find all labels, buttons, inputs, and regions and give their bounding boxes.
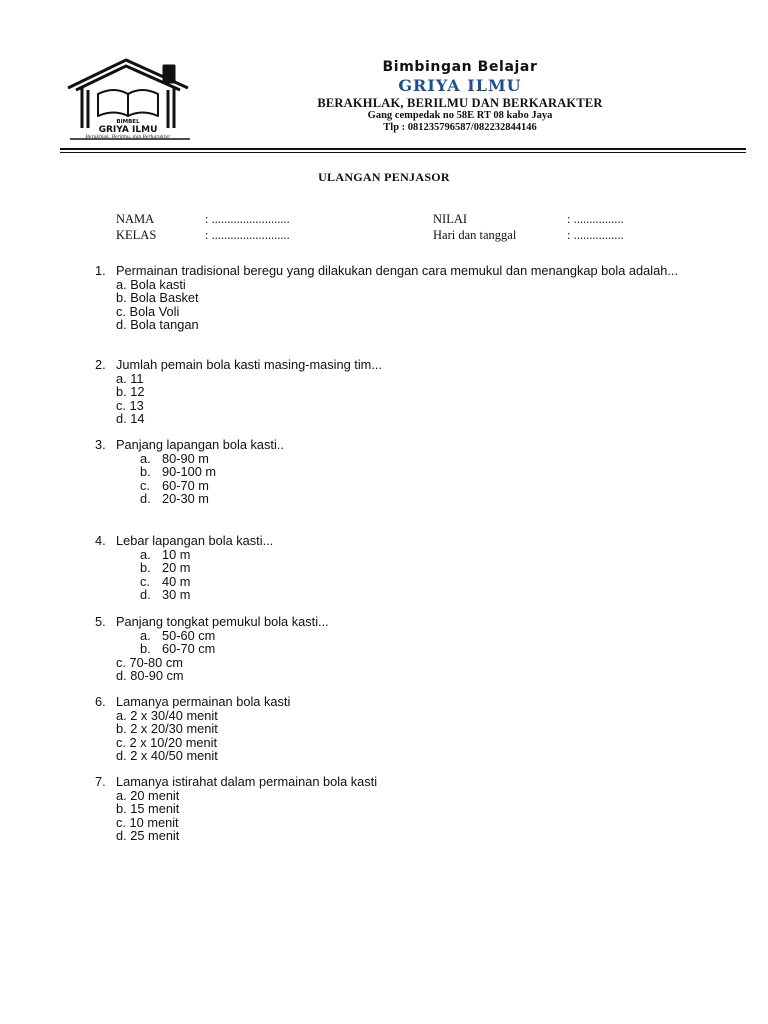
logo-motto-text: Berakhlak, Berilmu, dan Berkarakter [85, 135, 171, 140]
option-text: 60-70 m [162, 477, 209, 493]
option-b [140, 561, 735, 575]
option-letter: d. [116, 317, 127, 333]
question-stem: Lamanya permainan bola kasti [116, 694, 291, 709]
question-stem: Lebar lapangan bola kasti... [116, 533, 274, 548]
option-b [140, 642, 735, 656]
option-letter: c. [116, 654, 126, 670]
option-d [140, 492, 735, 506]
option-a [140, 548, 735, 562]
option-letter: d. [116, 411, 127, 427]
option-letter: a. [116, 787, 127, 803]
option-b [116, 802, 735, 816]
option-letter: a. [140, 450, 151, 466]
question-stem: Lamanya istirahat dalam permainan bola kasti [116, 774, 378, 789]
option-text: 90-100 m [162, 464, 217, 480]
option-letter: c. [116, 734, 126, 750]
option-text: 60-70 cm [162, 641, 216, 657]
question-number: 5. [95, 614, 106, 629]
option-c [140, 575, 735, 589]
option-text: 25 menit [130, 828, 180, 844]
field-value-nama: : ......................... [205, 212, 290, 226]
option-text: 11 [130, 370, 144, 386]
question-number: 1. [95, 263, 106, 278]
option-letter: b. [116, 384, 127, 400]
option-a [116, 372, 735, 386]
question-stem: Jumlah pemain bola kasti masing-masing tim... [116, 357, 382, 372]
option-b [140, 465, 735, 479]
question-4 [95, 534, 735, 602]
field-value-kelas: : ......................... [205, 228, 290, 242]
letterhead [260, 58, 660, 134]
option-text: 50-60 cm [162, 627, 216, 643]
option-text: Bola tangan [130, 317, 199, 333]
option-d [116, 412, 735, 426]
question-number: 6. [95, 694, 106, 709]
option-text: 2 x 20/30 menit [130, 721, 218, 737]
option-letter: b. [116, 721, 127, 737]
question-3 [95, 438, 735, 506]
option-letter: b. [140, 641, 151, 657]
option-c [140, 479, 735, 493]
letterhead-line-1: Bimbingan Belajar [382, 59, 538, 75]
option-text: 80-90 cm [130, 668, 184, 684]
question-number: 4. [95, 533, 106, 548]
option-text: 40 m [162, 573, 191, 589]
option-text: 80-90 m [162, 450, 209, 466]
option-letter: b. [140, 560, 151, 576]
option-text: 20-30 m [162, 491, 209, 507]
letterhead-institution: GRIYA ILMU [398, 76, 522, 95]
option-letter: b. [116, 801, 127, 817]
option-a [140, 629, 735, 643]
field-label-nilai: NILAI [433, 212, 468, 226]
option-text: 13 [129, 397, 144, 413]
question-7 [95, 775, 735, 843]
option-d [116, 749, 735, 763]
school-logo [64, 56, 196, 148]
option-c [116, 305, 735, 319]
option-text: 15 menit [130, 801, 180, 817]
option-a [116, 278, 735, 292]
header-divider [60, 148, 746, 150]
option-text: 30 m [162, 587, 191, 603]
option-a [116, 789, 735, 803]
option-c [116, 816, 735, 830]
option-text: 20 menit [130, 787, 180, 803]
option-text: 2 x 10/20 menit [129, 734, 218, 750]
option-d [116, 829, 735, 843]
option-b [116, 385, 735, 399]
question-stem: Panjang lapangan bola kasti.. [116, 437, 284, 452]
option-text: 2 x 30/40 menit [130, 707, 218, 723]
option-text: 2 x 40/50 menit [130, 748, 218, 764]
option-d [116, 318, 735, 332]
option-letter: a. [116, 707, 127, 723]
option-text: Bola Basket [130, 290, 199, 306]
option-letter: d. [116, 748, 127, 764]
option-letter: a. [116, 276, 127, 292]
question-6 [95, 695, 735, 763]
question-5 [95, 615, 735, 683]
option-text: Bola Voli [129, 303, 180, 319]
option-b [116, 722, 735, 736]
option-c [116, 656, 735, 670]
option-letter: c. [140, 573, 150, 589]
option-text: 10 m [162, 546, 191, 562]
logo-name-text: GRIYA ILMU [98, 125, 158, 135]
question-number: 2. [95, 357, 106, 372]
logo-top-text: BIMBEL [116, 119, 140, 125]
option-text: 70-80 cm [129, 654, 183, 670]
option-c [116, 399, 735, 413]
option-b [116, 291, 735, 305]
option-letter: d. [116, 828, 127, 844]
option-letter: c. [116, 397, 126, 413]
option-letter: b. [116, 290, 127, 306]
option-d [140, 588, 735, 602]
option-a [116, 709, 735, 723]
letterhead-motto: BERAKHLAK, BERILMU DAN BERKARAKTER [317, 96, 603, 110]
letterhead-address: Gang cempedak no 58E RT 08 kabo Jaya [367, 110, 553, 121]
question-2 [95, 358, 735, 426]
option-a [140, 452, 735, 466]
field-value-hari-tanggal: : ................ [567, 228, 624, 242]
field-label-kelas: KELAS [116, 228, 157, 242]
field-label-hari-tanggal: Hari dan tanggal [433, 228, 517, 242]
option-letter: d. [116, 668, 127, 684]
option-text: 10 menit [129, 814, 179, 830]
question-number: 7. [95, 774, 106, 789]
option-text: 12 [130, 384, 145, 400]
letterhead-phone: Tlp : 081235796587/082232844146 [383, 122, 537, 133]
field-label-nama: NAMA [116, 212, 155, 226]
header-divider-thin [60, 152, 746, 153]
option-letter: d. [140, 491, 151, 507]
option-letter: b. [140, 464, 151, 480]
option-letter: c. [116, 303, 126, 319]
question-stem: Panjang tongkat pemukul bola kasti... [116, 614, 329, 629]
question-number: 3. [95, 437, 106, 452]
question-1 [95, 264, 735, 332]
option-letter: a. [140, 627, 151, 643]
question-stem: Permainan tradisional beregu yang dilakukan dengan cara memukul dan menangkap bola adalah... [116, 263, 679, 278]
field-value-nilai: : ................ [567, 212, 624, 226]
option-c [116, 736, 735, 750]
option-text: 14 [130, 411, 145, 427]
option-letter: c. [116, 814, 126, 830]
option-text: 20 m [162, 560, 191, 576]
option-letter: a. [140, 546, 151, 562]
option-letter: c. [140, 477, 150, 493]
option-letter: a. [116, 370, 127, 386]
document-title: ULANGAN PENJASOR [318, 170, 450, 184]
option-text: Bola kasti [130, 276, 186, 292]
option-d [116, 669, 735, 683]
option-letter: d. [140, 587, 151, 603]
